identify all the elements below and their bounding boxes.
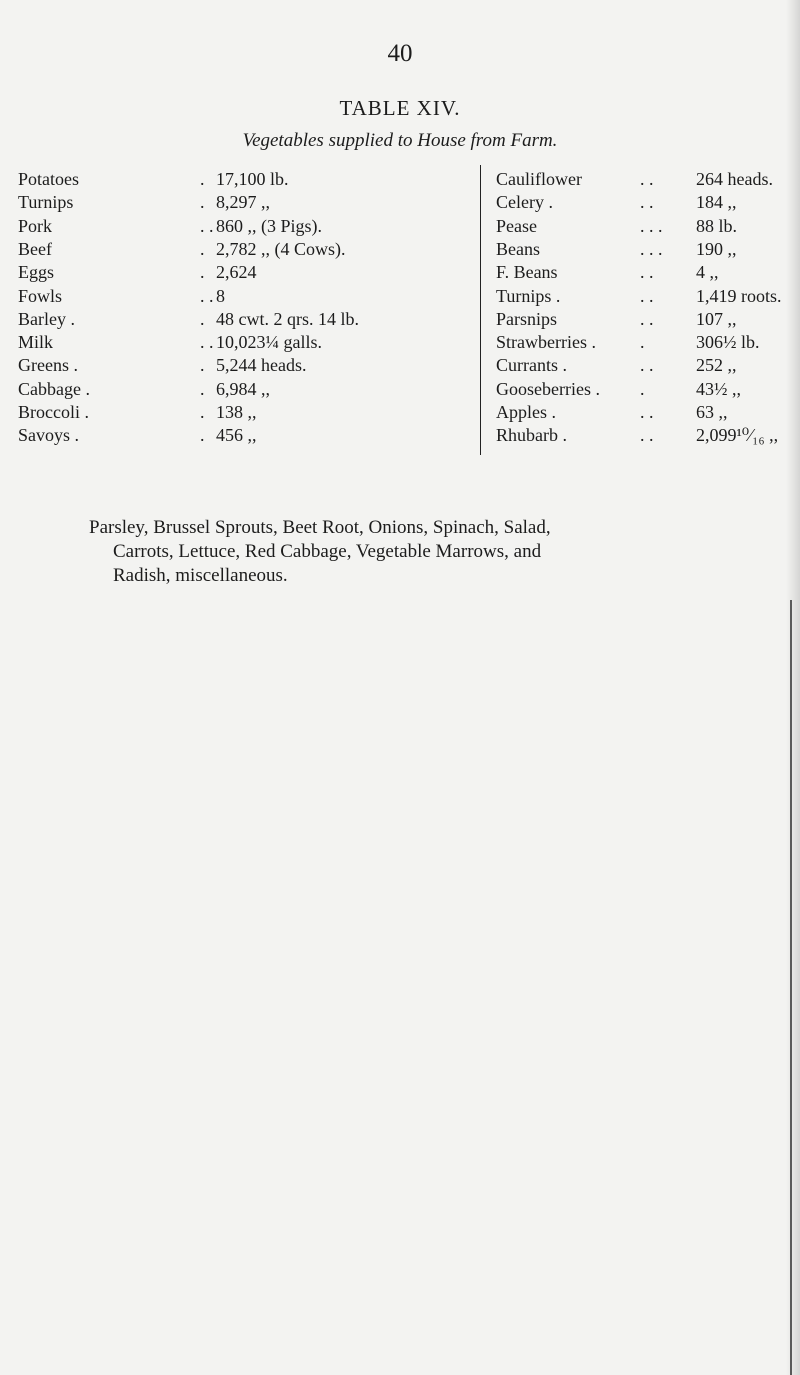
table-cell-item: Beef	[18, 238, 52, 259]
table-cell-item: Currants .	[496, 355, 567, 376]
table-title: TABLE XIV.	[339, 96, 461, 120]
table-cell-item: Pork	[18, 215, 53, 236]
table-cell-dots: .	[200, 308, 205, 329]
table-cell-qty: 860 ,, (3 Pigs).	[216, 215, 323, 236]
table-cell-qty: 2,624	[216, 262, 257, 283]
table-cell-item: F. Beans	[496, 262, 558, 283]
notes-line: Radish, miscellaneous.	[113, 565, 288, 586]
table-cell-qty: 190 ,,	[696, 238, 737, 259]
table-cell-dots: . .	[640, 355, 654, 376]
table-cell-item: Strawberries .	[496, 332, 596, 353]
column-divider	[480, 165, 481, 455]
table-cell-qty: 2,099¹⁰⁄₁₆ ,,	[696, 425, 779, 446]
table-cell-dots: . .	[640, 402, 654, 422]
table-cell-item: Greens .	[18, 355, 78, 376]
table-cell-item: Potatoes	[18, 169, 79, 189]
table-cell-dots: . .	[640, 262, 654, 283]
notes-line: Parsley, Brussel Sprouts, Beet Root, Onions, Spinach, Salad,	[89, 517, 551, 538]
page-edge-shadow	[786, 0, 800, 1375]
table-cell-item: Rhubarb .	[496, 425, 567, 446]
table-cell-item: Parsnips	[496, 308, 558, 329]
table-cell-qty: 4 ,,	[696, 262, 719, 283]
table-cell-item: Eggs	[18, 262, 54, 283]
table-cell-qty: 306½ lb.	[696, 332, 760, 353]
table-cell-item: Milk	[18, 332, 54, 353]
table-cell-item: Beans	[496, 238, 540, 259]
table-cell-dots: .	[640, 378, 645, 399]
table-cell-dots: .	[200, 192, 205, 213]
table-cell-item: Cabbage .	[18, 378, 90, 399]
table-cell-dots: . . .	[640, 215, 663, 236]
table-cell-qty: 252 ,,	[696, 355, 737, 376]
table-cell-qty: 8	[216, 285, 225, 306]
table-cell-dots: . .	[200, 215, 214, 236]
table-cell-dots: .	[640, 332, 645, 353]
table-cell-item: Turnips .	[496, 285, 561, 306]
table-cell-qty: 48 cwt. 2 qrs. 14 lb.	[216, 308, 359, 329]
table-cell-dots: . . .	[640, 238, 663, 259]
table-cell-qty: 456 ,,	[216, 425, 257, 446]
table-cell-item: Cauliflower	[496, 169, 582, 189]
table-cell-qty: 63 ,,	[696, 402, 728, 422]
table-cell-dots: .	[200, 355, 205, 376]
table-cell-item: Gooseberries .	[496, 378, 600, 399]
table-cell-item: Apples .	[496, 402, 556, 422]
table-cell-qty: 1,419 roots.	[696, 285, 782, 306]
table-cell-qty: 8,297 ,,	[216, 192, 270, 213]
table-cell-qty: 88 lb.	[696, 215, 738, 236]
table-cell-dots: .	[200, 169, 205, 189]
table-cell-dots: . .	[640, 169, 654, 189]
table-cell-dots: . .	[640, 425, 654, 446]
table-cell-item: Savoys .	[18, 425, 80, 446]
table-cell-dots: .	[200, 238, 205, 259]
table-caption: Vegetables supplied to House from Farm.	[242, 130, 558, 151]
table-cell-qty: 2,782 ,, (4 Cows).	[216, 238, 346, 259]
table-cell-item: Barley .	[18, 308, 75, 329]
table-cell-qty: 17,100 lb.	[216, 169, 289, 189]
table-cell-dots: . .	[640, 192, 654, 213]
table-cell-item: Turnips	[18, 192, 74, 213]
table-cell-qty: 184 ,,	[696, 192, 737, 213]
page-edge-line	[790, 600, 792, 1375]
page-number: 40	[387, 40, 413, 67]
table-cell-qty: 43½ ,,	[696, 378, 741, 399]
table-cell-qty: 5,244 heads.	[216, 355, 307, 376]
table-cell-dots: .	[200, 425, 205, 446]
table-cell-item: Pease	[496, 215, 537, 236]
table-cell-item: Broccoli .	[18, 402, 89, 422]
table-cell-qty: 264 heads.	[696, 169, 773, 189]
table-cell-qty: 6,984 ,,	[216, 378, 270, 399]
table-cell-qty: 10,023¼ galls.	[216, 332, 322, 353]
table-cell-dots: . .	[200, 332, 214, 353]
table-cell-dots: . .	[640, 308, 654, 329]
table-cell-dots: . .	[640, 285, 654, 306]
table-cell-item: Fowls	[18, 285, 63, 306]
table-cell-dots: .	[200, 262, 205, 283]
table-cell-item: Celery .	[496, 192, 553, 213]
notes-line: Carrots, Lettuce, Red Cabbage, Vegetable Marrows, and	[113, 541, 542, 562]
table-cell-dots: .	[200, 402, 205, 422]
table-cell-dots: .	[200, 378, 205, 399]
table-cell-dots: . .	[200, 285, 214, 306]
table-cell-qty: 138 ,,	[216, 402, 257, 422]
table-cell-qty: 107 ,,	[696, 308, 737, 329]
